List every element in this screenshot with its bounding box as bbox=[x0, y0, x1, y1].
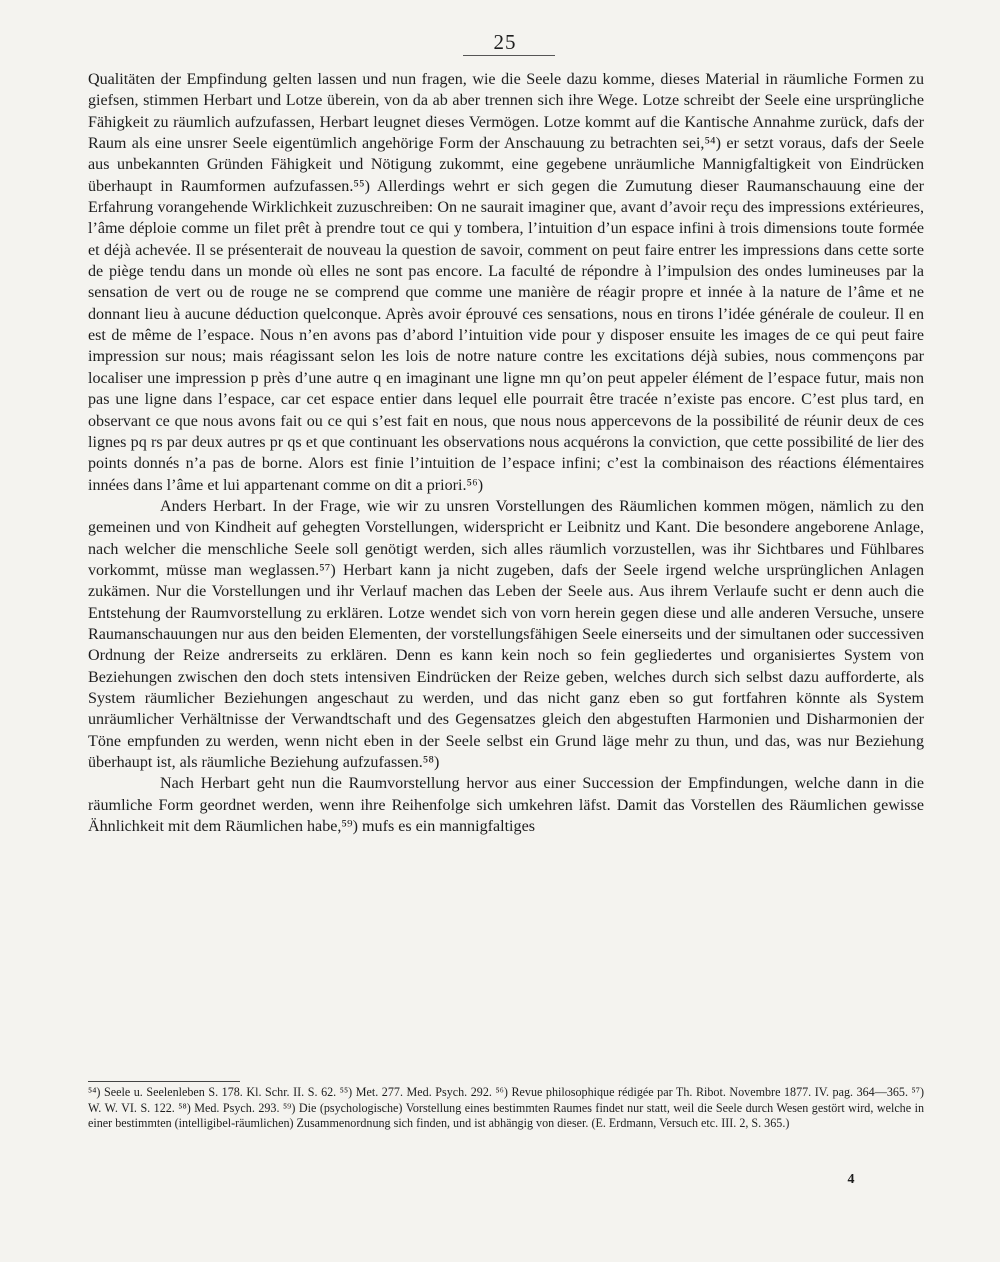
footnote-rule bbox=[88, 1081, 240, 1082]
body-text bbox=[88, 69, 924, 837]
signature-mark: 4 bbox=[847, 1172, 855, 1187]
paragraph-1: Qualitäten der Empfindung gelten lassen und nun fragen, wie die Seele dazu komme, dieses Material in räumliche Formen zu giefsen, stimmen Herbart und Lotze überein, von da ab aber trennen sich ihre Wege. Lotze schreibt der Seele eine ursprüngliche Fähigkeit zu räumlich aufzufassen, Herbart leugnet dieses Vermögen. Lotze kommt auf die Kantische Annahme zurück, dafs der Raum als eine unsrer Seele eigentümlich angehörige Form der Anschauung zu betrachten sei,⁵⁴) er setzt voraus, dafs der Seele aus unbekannten Gründen Fähigkeit und Nötigung zukommt, eine gegebene unräumliche Mannigfaltigkeit von Eindrücken überhaupt in Raumformen aufzufassen.⁵⁵) Allerdings wehrt er sich gegen die Zumutung dieser Raumanschauung eine der Erfahrung vorangehende Wirklichkeit zuzuschreiben: On ne saurait imaginer que, avant d’avoir reçu des impressions extérieures, l’âme déploie comme un filet prêt à prendre tout ce qui y tombera, l’intuition d’un espace infini à trois dimensions toute formée et déjà achevée. Il se présenterait de nouveau la question de savoir, comment on peut faire entrer les impressions dans cette sorte de piège tendu dans un monde où elles ne sont pas encore. La faculté de répondre à l’impulsion des ondes lumineuses par la sensation de vert ou de rouge ne se comprend que comme une manière de réagir propre et innée à la nature de l’âme et ne donnant lieu à aucune déduction quelconque. Après avoir éprouvé ces sensations, nous en tirons l’idée générale de couleur. Il en est de même de l’espace. Nous n’en avons pas d’abord l’intuition vide pour y disposer ensuite les images de ce qui peut faire impression sur nous; mais réagissant selon les lois de notre nature contre les excitations déjà subies, nous commençons par localiser une impression p près d’une autre q en imaginant une ligne mn qu’on peut appeler élément de l’espace futur, mais non pas une ligne dans l’espace, car cet espace entier dans lequel elle pourrait être tracée n’existe pas encore. C’est plus tard, en observant ce que nous avons fait ou ce qui s’est fait en nous, que nous nous appercevons de la possibilité de réunir deux de ces lignes pq rs par deux autres pr qs et que continuant les observations nous acquérons la conviction, que cette possibilité de lier des points donnés n’a pas de borne. Alors est finie l’intuition de l’espace infini; c’est la combinaison des réactions élémentaires innées dans l’âme et lui appartenant comme on dit a priori.⁵⁶) bbox=[88, 71, 924, 494]
page-number-rule bbox=[463, 55, 555, 56]
paragraph-2: Anders Herbart. In der Frage, wie wir zu unsren Vorstellungen des Räumlichen kommen mögen, nämlich zu den gemeinen und von Kindheit auf gehegten Vorstellungen, widerspricht er Leibnitz und Kant. Die besondere angeborene Anlage, nach welcher die menschliche Seele soll genötigt werden, sich alles räumlich vorzustellen, was ihr Sichtbares und Fühlbares vorkommt, müsse man weglassen.⁵⁷) Herbart kann ja nicht zugeben, dafs der Seele irgend welche ursprünglichen Anlagen zukämen. Nur die Vorstellungen und ihr Verlauf machen das Leben der Seele aus. Aus ihrem Verlaufe sucht er denn auch die Entstehung der Raumvorstellung zu erklären. Lotze wendet sich von vorn herein gegen diese und alle anderen Versuche, unsere Raumanschauungen nur aus den beiden Elementen, der vorstellungsfähigen Seele einerseits und der simultanen oder successiven Ordnung der Reize andrerseits zu erklären. Denn es kann kein noch so fein gegliedertes und organisiertes System von Beziehungen zwischen den doch stets intensiven Eindrücken der Reize geben, welches durch sich selbst dazu aufforderte, als System räumlicher Beziehungen angeschaut zu werden, und das nicht ganz eben so gut fortfahren könnte als System unräumlicher Verhältnisse der Verwandtschaft und des Gegensatzes gleich den abgestuften Harmonien und Disharmonien der Töne empfunden zu werden, wenn nicht eben in der Seele selbst ein Grund läge mehr zu thun, und das, was nur Beziehung überhaupt ist, als räumliche Beziehung aufzufassen.⁵⁸) bbox=[88, 497, 924, 771]
page-number: 25 bbox=[493, 30, 517, 54]
footnotes: ⁵⁴) Seele u. Seelenleben S. 178. Kl. Schr. II. S. 62. ⁵⁵) Met. 277. Med. Psych. 292. ⁵⁶) Revue philosophique rédigée par Th. Ribot. Novembre 1877. IV. pag. 364—365. ⁵⁷) W. W. VI. S. 122. ⁵⁸) Med. Psych. 293. ⁵⁹) Die (psychologische) Vorstellung eines bestimmten Raumes findet nur statt, weil die Seele durch Wesen gestört wird, welche in einer bestimmten (intelligibel-räumlichen) Zusammenordnung sich finden, und ist abhängig von dieser. (E. Erdmann, Versuch etc. III. 2, S. 365.) bbox=[88, 1085, 924, 1131]
paragraph-3: Nach Herbart geht nun die Raumvorstellung hervor aus einer Succession der Empfindungen, welche dann in die räumliche Form geordnet werden, wenn ihre Reihenfolge sich umkehren läfst. Damit das Vorstellen des Räumlichen gewisse Ähnlichkeit mit dem Räumlichen habe,⁵⁹) mufs es ein mannigfaltiges bbox=[88, 775, 924, 836]
